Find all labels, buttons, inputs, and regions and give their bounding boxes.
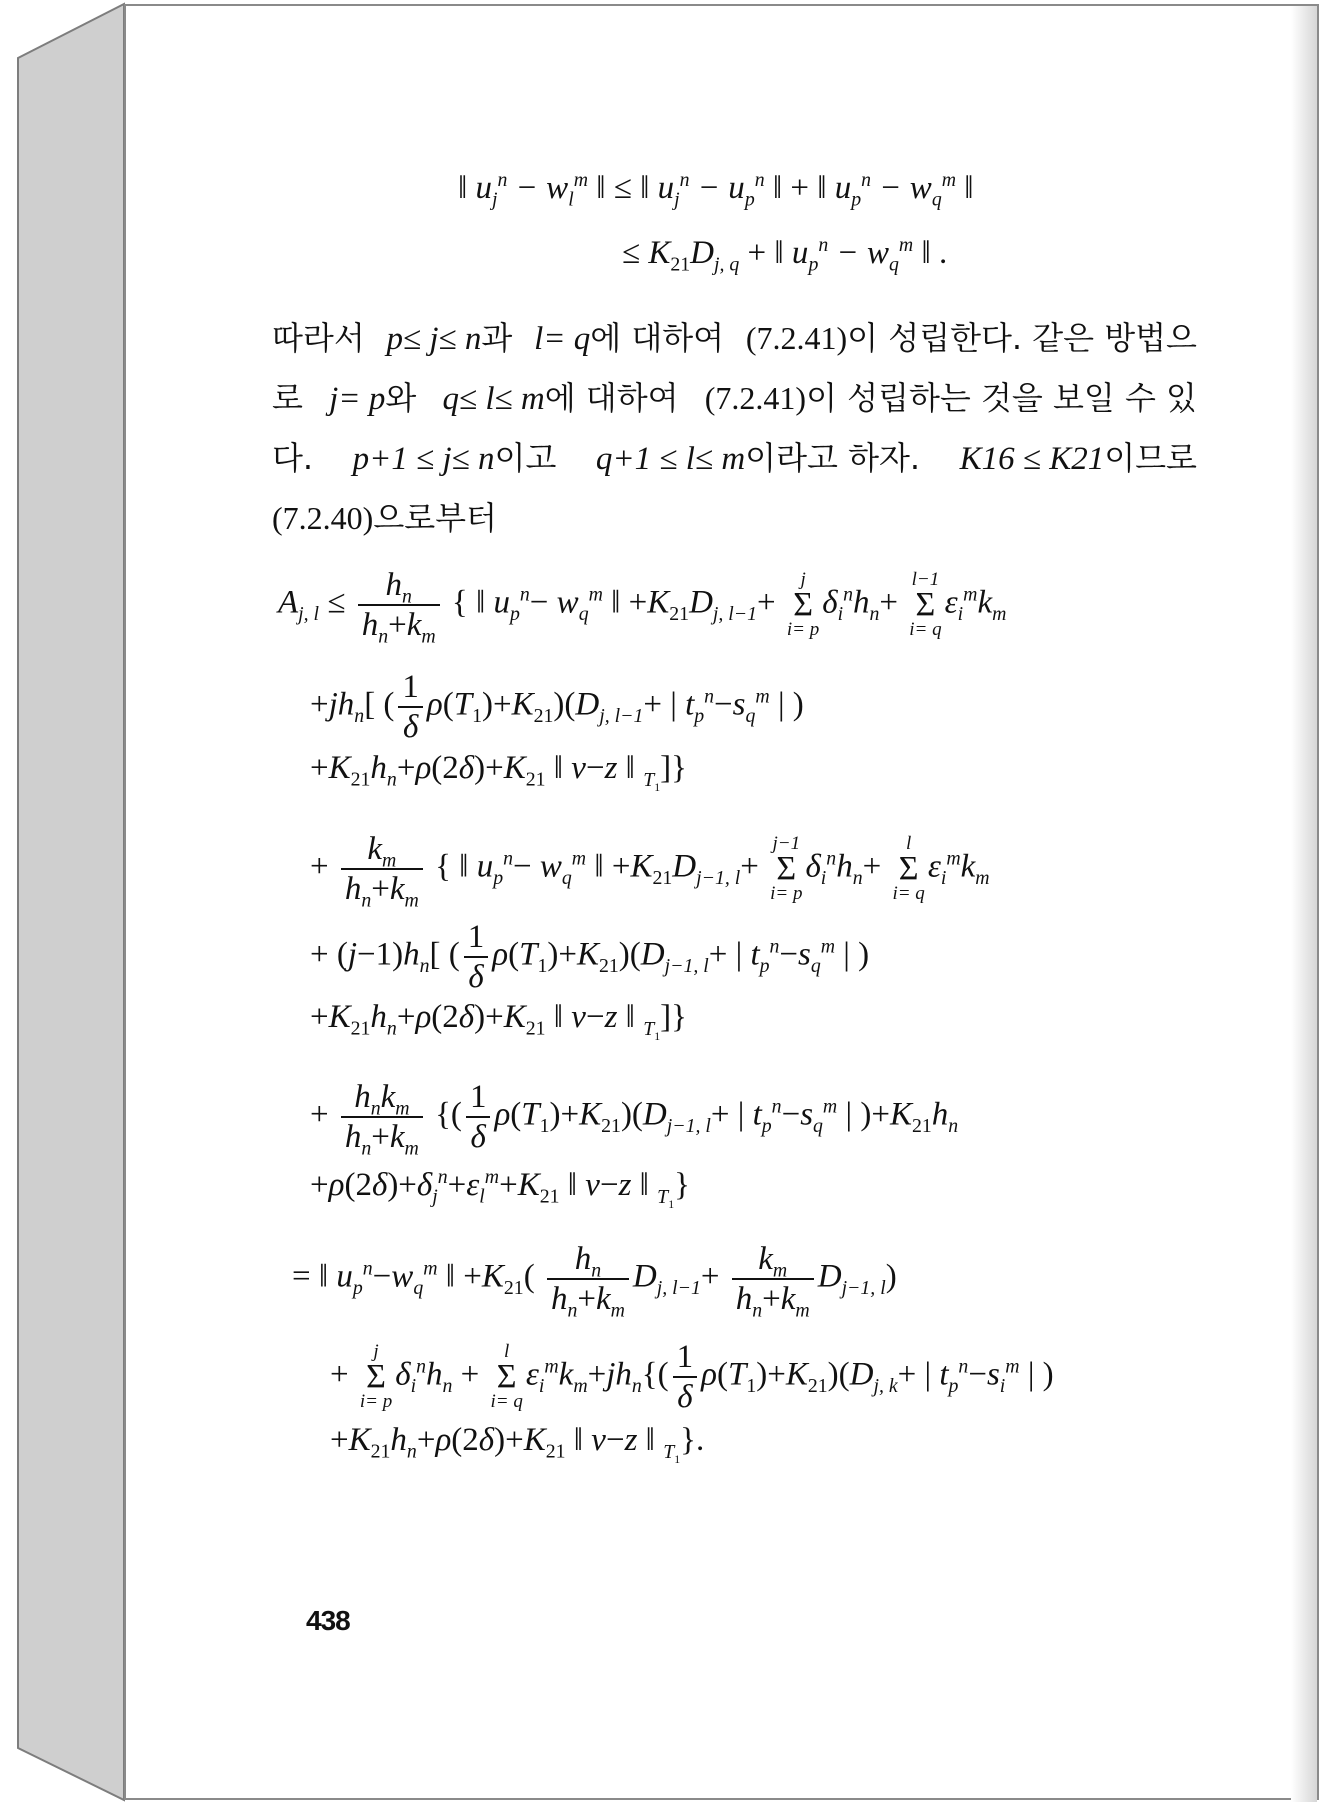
text: 이 성립하는 것을 보일 수 있 (806, 379, 1197, 417)
top-equation-line-2: ≤ $K_{21}D_{j, q}$ + ‖ $u_p^n - w_q^m$ ‖ . (622, 234, 948, 276)
text: 으로부터 (373, 499, 497, 537)
eq-line-8: $+\rho(2\delta)+\delta_j^n+\varepsilon_l^m+K_{21}$ ‖ v−z ‖ $_{T_1}$} (310, 1166, 690, 1211)
text: 따라서 (272, 319, 365, 357)
equation-ref: (7.2.40) (272, 500, 374, 536)
math-inline: K16 ≤ K21 (959, 441, 1105, 477)
eq-line-5: + $(j-1)h_n$[ ( $\frac{1}{\delta}$ $\rho(T_1)+K_{21})(D_{j-1, l}+$ | $t_p^n-s_q^m$ | ) (310, 919, 870, 995)
text: 와 (385, 379, 417, 417)
math-inline: q+1 ≤ l≤ m (595, 441, 746, 477)
eq-line-2: $+jh_n$[ ( $\frac{1}{\delta}$ $\rho(T_1)+K_{21})(D_{j, l-1}+$ | $t_p^n-s_q^m$ | ) (310, 669, 804, 745)
text: 과 (481, 319, 513, 357)
page-edge-shadow (1291, 6, 1317, 1802)
text: 에 대하여 (590, 319, 725, 357)
equation-ref: (7.2.41) (704, 380, 807, 416)
para-line-2 (272, 378, 1197, 419)
text: 이므로 (1104, 439, 1197, 477)
text: 이 성립한다. 같은 방법으 (847, 319, 1197, 357)
text: 에 대하여 (544, 379, 679, 417)
math-inline: p+1 ≤ j≤ n (352, 441, 495, 477)
para-line-4 (272, 498, 497, 538)
text: 로 (272, 379, 303, 417)
book-spine (0, 0, 140, 1806)
eq-line-3: $+K_{21}h_n+\rho(2\delta)+K_{21}$ ‖ v−z ‖ $_{T_1}$]} (310, 750, 687, 794)
para-line-3 (272, 438, 1197, 479)
math-inline: q≤ l≤ m (442, 381, 545, 417)
equation-ref: (7.2.41) (745, 320, 848, 356)
para-line-1 (272, 318, 1197, 359)
math-inline: p≤ j≤ n (386, 321, 482, 357)
eq-line-6: $+K_{21}h_n+\rho(2\delta)+K_{21}$ ‖ v−z ‖ $_{T_1}$]} (310, 999, 687, 1043)
math-inline: l= q (534, 321, 591, 357)
top-equation-line-1: ‖ $u_j^n - w_l^m$ ‖ ≤ ‖ $u_j^n - u_p^n$ ‖ + ‖ $u_p^n - w_q^m$ ‖ (458, 169, 974, 211)
text: 이라고 하자. (745, 439, 921, 477)
text: 이고 (494, 439, 557, 477)
eq-line-11: $+K_{21}h_n+\rho(2\delta)+K_{21}$ ‖ v−z ‖ $_{T_1}$}. (330, 1422, 705, 1466)
eq-line-10: + j Σ i= p $\delta_i^nh_n$ + l Σ i= q $\varepsilon_i^mk_m+jh_n${( $\frac{1}{\delta}$ $\rho(T_1)+K_{21})(D_{j, k}+$ | $t_p^n-s_i^m$ | ) (330, 1339, 1054, 1415)
page-number: 438 (306, 1605, 350, 1636)
eq-line-7: + $\frac{h_nk_m}{h_n+k_m}$ {( $\frac{1}{\delta}$ $\rho(T_1)+K_{21})(D_{j-1, l}+$ | $t_p^n-s_q^m$ | )$+K_{21}h_n$ (310, 1079, 959, 1160)
eq-line-1: $A_{j, l}$ ≤ $\frac{h_n}{h_n+k_m}$ { ‖ $u_p^n- w_q^m$ ‖ $+K_{21}D_{j, l-1}+$ j Σ i= p $\delta_i^nh_n+$ l−1 Σ i= q $\varepsilon_i^mk_m$ (278, 567, 1007, 648)
text: 다. (272, 439, 314, 477)
math-inline: j= p (329, 381, 386, 417)
eq-line-9: = ‖ $u_p^n-w_q^m$ ‖ $+K_{21}$( $\frac{h_n}{h_n+k_m}$ $D_{j, l-1}+$ $\frac{k_m}{h_n+k_m}$ $D_{j-1, l}$) (292, 1241, 897, 1322)
eq-line-4: + $\frac{k_m}{h_n+k_m}$ { ‖ $u_p^n- w_q^m$ ‖ $+K_{21}D_{j-1, l}+$ j−1 Σ i= p $\delta_i^nh_n+$ l Σ i= q $\varepsilon_i^mk_m$ (310, 831, 990, 912)
